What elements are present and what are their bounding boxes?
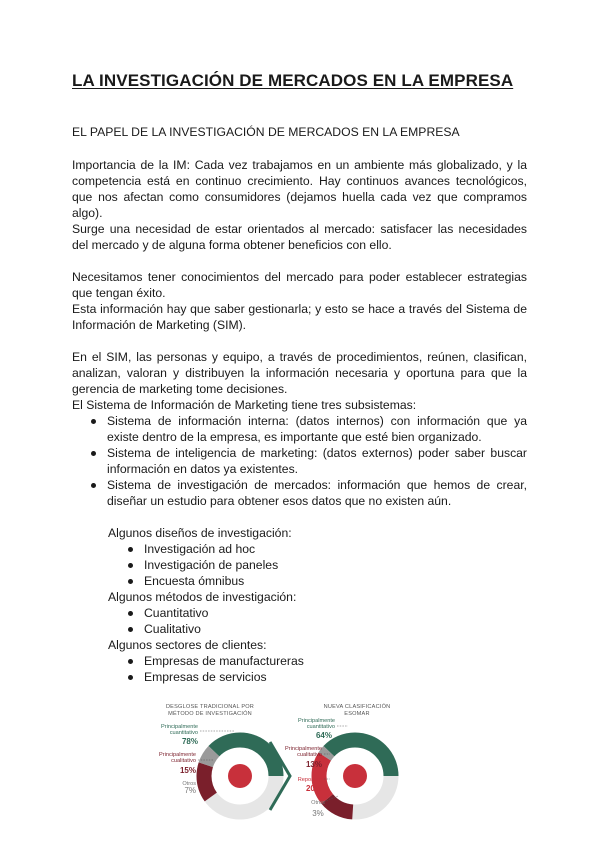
- group-heading-methods: Algunos métodos de investigación:: [108, 590, 297, 604]
- right-pct-qualitative: 13%: [305, 760, 322, 769]
- right-caption-line-2: ESOMAR: [344, 711, 370, 717]
- right-label-qualitative-2: cualitativo: [297, 752, 322, 758]
- right-label-reporting: Reporting: [297, 777, 322, 783]
- right-label-quantitative-1: Principalmente: [298, 718, 335, 724]
- right-label-other: Otros: [311, 800, 325, 806]
- left-pct-qualitative: 15%: [179, 766, 196, 775]
- list-item: Sistema de inteligencia de marketing: (datos externos) poder saber buscar información en datos ya existentes.: [72, 445, 527, 477]
- paragraph-importance: Importancia de la IM: Cada vez trabajamos en un ambiente más globalizado, y la competencia está en continuo crecimiento. Hay continuos avances tecnológicos, que nos afectan como consumidores (dejamos huella cada vez que compramos algo).: [72, 158, 527, 220]
- list-item: Cualitativo: [108, 621, 527, 637]
- subsystem-list: [72, 413, 527, 509]
- research-groups: [72, 525, 527, 685]
- right-pct-other: 3%: [312, 809, 324, 818]
- list-item: Investigación ad hoc: [108, 541, 527, 557]
- section-heading: EL PAPEL DE LA INVESTIGACIÓN DE MERCADOS EN LA EMPRESA: [72, 125, 460, 139]
- right-label-quantitative-2: cuantitativo: [306, 724, 335, 730]
- list-item: Cuantitativo: [108, 605, 527, 621]
- left-caption-line-2: MÉTODO DE INVESTIGACIÓN: [168, 711, 252, 717]
- sectors-list: [108, 653, 527, 685]
- designs-list: [108, 541, 527, 589]
- right-caption-line-1: NUEVA CLASIFICACIÓN: [323, 704, 391, 710]
- group-heading-sectors: Algunos sectores de clientes:: [108, 638, 267, 652]
- paragraph-market-knowledge: Necesitamos tener conocimientos del mercado para poder establecer estrategias que tengan éxito.: [72, 270, 527, 300]
- list-item: Sistema de investigación de mercados: información que hemos de crear, diseñar un estudio para obtener esos datos que no existen aún.: [72, 477, 527, 509]
- body-block-1: [72, 157, 527, 685]
- list-item: Empresas de servicios: [108, 669, 527, 685]
- list-item: Encuesta ómnibus: [108, 573, 527, 589]
- left-label-qualitative-2: cualitativo: [171, 758, 196, 764]
- left-pct-other: 7%: [184, 786, 196, 795]
- right-label-qualitative-1: Principalmente: [285, 746, 322, 752]
- methods-list: [108, 605, 527, 637]
- list-item: Investigación de paneles: [108, 557, 527, 573]
- left-caption-line-1: DESGLOSE TRADICIONAL POR: [165, 704, 255, 710]
- document-title: LA INVESTIGACIÓN DE MERCADOS EN LA EMPRESA: [72, 71, 514, 90]
- right-pct-reporting: 20%: [305, 784, 322, 793]
- list-item: Empresas de manufactureras: [108, 653, 527, 669]
- esomar-figure: [150, 700, 450, 830]
- left-pct-quantitative: 78%: [181, 737, 198, 746]
- list-item: Sistema de información interna: (datos internos) con información que ya existe dentro de la empresa, es importante que esté bien organizado.: [72, 413, 527, 445]
- left-label-other: Otros: [182, 781, 196, 787]
- paragraph-subsystems-intro: El Sistema de Información de Marketing tiene tres subsistemas:: [72, 398, 417, 412]
- paragraph-sim: Esta información hay que saber gestionarla; y esto se hace a través del Sistema de Información de Marketing (SIM).: [72, 302, 527, 332]
- left-label-quantitative-1: Principalmente: [161, 724, 198, 730]
- group-heading-designs: Algunos diseños de investigación:: [108, 526, 292, 540]
- paragraph-sim-definition: En el SIM, las personas y equipo, a través de procedimientos, reúnen, clasifican, analizan, valoran y distribuyen la información necesaria y oportuna para que la gerencia de marketing tome decisiones.: [72, 350, 527, 396]
- right-donut-center: [343, 764, 367, 788]
- left-label-qualitative-1: Principalmente: [159, 752, 196, 758]
- right-pct-quantitative: 64%: [315, 731, 332, 740]
- left-label-quantitative-2: cuantitativo: [169, 730, 198, 736]
- left-donut-center: [228, 764, 252, 788]
- paragraph-market-orientation: Surge una necesidad de estar orientados al mercado: satisfacer las necesidades del mercado y de alguna forma obtener beneficios con ello.: [72, 222, 527, 252]
